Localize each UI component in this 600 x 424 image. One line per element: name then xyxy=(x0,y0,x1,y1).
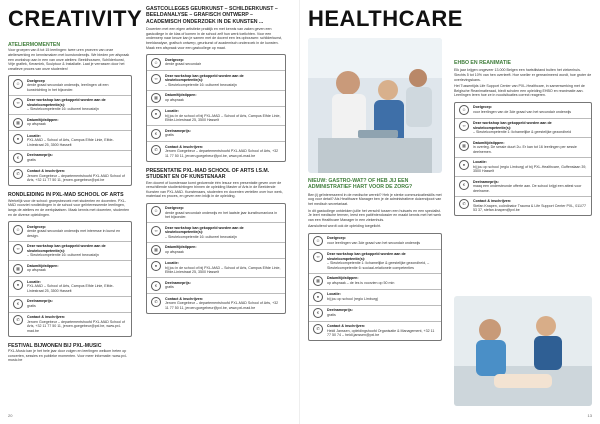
info-label: Doelgroep: xyxy=(473,105,492,110)
info-label: Contact & inschrijven: xyxy=(473,199,512,204)
left-col-2 xyxy=(146,6,286,314)
info-row xyxy=(147,55,285,71)
info-value: Stefan Knapen, coördinator Trauma & Life Support Center PXL, 011/77 53 37, stefan.knapen@pxl.be xyxy=(473,203,587,213)
info-value: op afspraak xyxy=(165,249,184,254)
section-body: Het Tussentijds Life Support Center van PXL-Healthcare, in samenwerking met de Belgische Reanimatieraad, biedt scholen een opleiding EHBO en reanimatie aan. Leerlingen leren hoe ze in noodsituaties correct reageren. xyxy=(454,84,585,98)
info-value: – Sleutelcompetentie 16: cultureel bewustzijn xyxy=(165,82,237,87)
info-label: Doelgroep xyxy=(27,78,45,83)
info-value: op afspraak – de les is voorzien op 50 min xyxy=(327,280,395,285)
right-col-2 xyxy=(454,60,592,216)
calendar-icon: ▦ xyxy=(459,141,469,151)
calendar-icon: ▦ xyxy=(13,264,23,274)
info-value: bij jou op school (regio Limburg) xyxy=(327,296,379,301)
info-value: gratis xyxy=(27,157,36,162)
calendar-icon: ▦ xyxy=(151,93,161,103)
info-row xyxy=(9,151,131,167)
info-value: in overleg. De sessie duurt 2u. Er kan tot 16 leerlingen per sessie deelnemen. xyxy=(473,145,577,154)
pin-icon: ● xyxy=(313,292,323,302)
info-value: gratis xyxy=(27,303,36,308)
info-text xyxy=(165,129,191,139)
info-row xyxy=(147,243,285,259)
right-col-1 xyxy=(308,6,463,32)
info-text xyxy=(165,261,281,275)
pin-icon: ● xyxy=(459,160,469,170)
info-value: derde graad secundair onderwijs en het laatste jaar kunsthumaniora in het bijzonder. xyxy=(165,210,278,220)
info-row xyxy=(309,290,441,306)
section-body: Ben jij geïnteresseerd in de medische wereld? Heb je sterke communicatieskills met oog voor detail? Als Healthcare Manager ben je de administratieve duizendpoot van het medisch secretariaat. xyxy=(308,192,442,206)
info-value: Jeroen Goegebeur – departementshoofd PXL-MAD School of Arts, +32 11 77 50 11, jeroen.goegebeur@pxl.be, www.pxl-mad.be xyxy=(165,149,279,158)
info-value: op afspraak xyxy=(165,97,184,102)
info-text xyxy=(165,58,201,68)
info-row xyxy=(147,91,285,107)
info-value: derde graad secundair onderwijs, leerlingen uit een kunstrichting in het bijzonder. xyxy=(27,83,109,92)
info-box xyxy=(146,54,286,162)
info-label: Datum/tijdstippen: xyxy=(165,245,197,250)
section-body: PXL-Music kan je het hele jaar door volgen en leerlingen welkom heten op concerten, sessies en publieke momenten. Voor meer informatie: www.pxl-music.be xyxy=(8,349,127,363)
info-box xyxy=(454,102,592,217)
info-label: Deze workshop kan gekoppeld worden aan de sleutelcompetentie(s): xyxy=(27,98,106,107)
link-icon: ∞ xyxy=(151,74,161,84)
info-text xyxy=(27,280,127,294)
info-label: Locatie: xyxy=(27,279,41,284)
info-row xyxy=(147,71,285,91)
info-row xyxy=(147,223,285,243)
info-label: Datum/tijdstippen: xyxy=(27,263,59,268)
info-text xyxy=(327,308,353,318)
left-col-1 xyxy=(8,6,143,363)
info-row xyxy=(147,107,285,127)
info-text xyxy=(327,292,378,302)
info-value: – Sleutelcompetentie 16: cultureel bewustzijn xyxy=(27,107,99,112)
info-row xyxy=(9,261,131,277)
info-row xyxy=(9,76,131,96)
info-box xyxy=(8,221,132,337)
link-icon: ∞ xyxy=(151,226,161,236)
info-label: Deelnameprijs: xyxy=(165,128,191,133)
info-label: Deze workshop kan gekoppeld worden aan de sleutelcompetentie(s): xyxy=(165,225,244,235)
info-text xyxy=(27,225,127,239)
info-text xyxy=(165,297,281,311)
section-body: Een docent of kunstenaar komt gedurende één lesuur een presentatie geven over de verschillende studierichtingen binnen de opleiding Master of Arts in de Beeldende Kunsten van PXL-MAD. Kunstenaars, studenten en docenten vertellen over hun werk, materiaal en proces, en geven een inkijk in de opleiding. xyxy=(146,180,283,199)
info-label: Contact & inschrijven: xyxy=(27,315,66,320)
info-label: Datum/tijdstippen: xyxy=(473,140,505,145)
info-label: Locatie: xyxy=(327,292,341,297)
section-title: ATELIERMOMENTEN xyxy=(8,42,61,48)
section-title: PRESENTATIE PXL-MAD SCHOOL OF ARTS I.S.M. STUDENT EN OF KUNSTENAAR xyxy=(146,167,270,181)
calendar-icon: ▦ xyxy=(13,118,23,128)
info-text xyxy=(165,281,191,291)
info-value: PXL-MAD – School of Arts, Campus Elfde Linie, Elfde-Liniestraat 25, 3500 Hasselt xyxy=(27,138,114,147)
right-col-1-article xyxy=(308,178,442,341)
pin-icon: ● xyxy=(13,280,23,290)
link-icon: ∞ xyxy=(313,252,323,262)
section-title: NIEUW: GASTRO-WAT? OF HEB JIJ EEN ADMINISTRATIEF HART VOOR DE ZORG? xyxy=(308,178,413,191)
phone-icon: ✆ xyxy=(13,169,23,179)
section-body: In dit gastcollege ontdekken jullie het verschil tussen een huisarts en een specialist. Je leert medische termen, leest een patiëntendossier en maakt kennis met het werk van een Healthcare Manager in een ziekenhuis. xyxy=(308,208,442,222)
info-label: Contact & inschrijven: xyxy=(165,144,204,149)
section-body: Aansluitend wordt ook de opleiding toegelicht. xyxy=(308,224,382,229)
euro-icon: € xyxy=(151,281,161,291)
euro-icon: € xyxy=(459,180,469,190)
info-value: voor leerlingen van de 3de graad van het secundair onderwijs xyxy=(473,109,572,114)
info-value: – Sleutelcompetentie 16: cultureel bewustzijn xyxy=(27,253,99,258)
info-label: Deelnameprijs: xyxy=(327,308,353,313)
section-body: Voor groepen van 8 tot 15 leerlingen: twee uren proeven van onze atelierwerking en kennismaken met kunstonderwijs. We bieden per afspraak een workshop aan in een van onze ateliers: Beeldhouwen, Schilderkunst, Vrije grafiek, Keramiek, Sculptuur & Installatie. Laat je verrassen door het creatieve proces van onze studenten! xyxy=(8,48,130,71)
healthcare-photo-image xyxy=(308,38,442,173)
info-text xyxy=(27,315,127,333)
info-row xyxy=(9,242,131,262)
info-row xyxy=(147,259,285,279)
info-text xyxy=(473,180,587,194)
info-row xyxy=(309,234,441,250)
info-value: – Sleutelcompetentie 1: lichamelijke & geestelijke gezondheid, – Sleutelcompetentie 6: sociaal-relationele competenties xyxy=(327,261,430,270)
info-text xyxy=(27,153,53,163)
info-text xyxy=(27,79,127,93)
info-text xyxy=(27,118,59,128)
info-value: op afspraak xyxy=(27,122,46,127)
info-value: Jeroen Goegebeur – departementshoofd PXL-MAD School of Arts, +32 11 77 50 11, jeroen.goegebeur@pxl.be, www.pxl-mad.be xyxy=(27,319,125,333)
info-row xyxy=(9,313,131,336)
info-label: Datum/tijdstippen: xyxy=(327,276,359,281)
info-value: Heidi Janssen, opleidingshoofd Organisatie & Management, +32 11 77 50 74 – heidi.janssen@pxl.be xyxy=(327,328,435,338)
info-value: – Sleutelcompetentie 16: cultureel bewustzijn xyxy=(165,234,237,239)
calendar-icon: ▦ xyxy=(151,245,161,255)
info-text xyxy=(27,98,127,112)
info-label: Locatie: xyxy=(165,109,179,114)
info-value: op afspraak xyxy=(27,268,46,273)
calendar-icon: ▦ xyxy=(313,276,323,286)
phone-icon: ✆ xyxy=(151,297,161,307)
info-text xyxy=(327,324,437,338)
info-text xyxy=(473,121,587,135)
phone-icon: ✆ xyxy=(313,324,323,334)
info-value: – Sleutelcompetentie 1: lichamelijke & geestelijke gezondheid xyxy=(473,130,572,135)
info-label: Contact & inschrijven: xyxy=(27,169,66,174)
info-row xyxy=(309,274,441,290)
info-box xyxy=(146,203,286,314)
info-text xyxy=(473,141,587,155)
page-title-creativity: CREATIVITY xyxy=(8,6,143,31)
users-icon: ☺ xyxy=(151,58,161,68)
euro-icon: € xyxy=(313,308,323,318)
info-text xyxy=(165,245,197,255)
euro-icon: € xyxy=(13,299,23,309)
info-text xyxy=(165,226,281,240)
pin-icon: ● xyxy=(151,261,161,271)
info-label: Contact & inschrijven: xyxy=(327,324,366,329)
info-text xyxy=(27,134,127,148)
info-row xyxy=(309,306,441,322)
info-label: Doelgroep: xyxy=(165,57,184,62)
info-value: gratis xyxy=(165,133,174,138)
info-text xyxy=(165,109,281,123)
info-value: bij jou in de school of bij PXL-MAD – School of Arts, Campus Elfde Linie, Elfde-Liniestraat 25, 3500 Hasselt xyxy=(165,113,281,123)
info-text xyxy=(27,299,53,309)
page-title-healthcare: HEALTHCARE xyxy=(308,6,463,31)
info-label: Contact & inschrijven: xyxy=(165,296,204,301)
info-value: bij jou op school (regio Limburg) of bij PXL-Healthcare, Guffenslaan 39, 3500 Hasselt xyxy=(473,164,587,174)
link-icon: ∞ xyxy=(13,98,23,108)
cpr-photo-image xyxy=(454,296,592,406)
info-label: Deze workshop kan gekoppeld worden aan de sleutelcompetentie(s): xyxy=(165,73,244,83)
info-text xyxy=(327,252,437,270)
info-box xyxy=(8,75,132,186)
info-text xyxy=(165,206,281,220)
info-label: Deelnameprijs: xyxy=(27,153,53,158)
info-text xyxy=(473,199,587,213)
users-icon: ☺ xyxy=(13,225,23,235)
info-row xyxy=(455,138,591,158)
section-body: Werkelijk voor de school: groepsbezoek met studenten en docenten. PXL-MAD voorziet rondleidingen in de school voor geïnteresseerde leerlingen, langs de ateliers en de werkplaatsen. Maak kennis met docenten, studenten en de diverse opleidingen. xyxy=(8,198,130,217)
link-icon: ∞ xyxy=(13,244,23,254)
info-row xyxy=(455,197,591,216)
pin-icon: ● xyxy=(151,109,161,119)
cpr-photo xyxy=(454,296,592,406)
euro-icon: € xyxy=(151,129,161,139)
info-row xyxy=(9,131,131,151)
info-row xyxy=(147,142,285,161)
phone-icon: ✆ xyxy=(151,145,161,155)
info-label: Deelnameprijs: xyxy=(165,280,191,285)
info-row xyxy=(147,294,285,313)
info-value: Jeroen Goegebeur – departementshoofd PXL-MAD School of Arts, +32 11 77 50 11, jeroen.goegebeur@pxl.be, www.pxl-mad.be xyxy=(165,301,279,310)
info-label: Locatie: xyxy=(27,133,41,138)
section-title: EHBO EN REANIMATIE xyxy=(454,60,511,66)
page-number: 13 xyxy=(587,413,592,418)
info-label: Datum/tijdstippen: xyxy=(27,117,59,122)
info-value: derde graad secundair onderwijs met interesse in kunst en design. xyxy=(27,229,121,238)
page-gutter xyxy=(299,0,300,424)
info-text xyxy=(27,169,127,183)
info-row xyxy=(9,222,131,242)
info-row xyxy=(147,278,285,294)
info-row xyxy=(309,250,441,274)
section-body: Docenten met een eigen artistieke praktijk en met kennis van zaken geven een gastcollege in de klas of komen in de school zelf hun werk toelichten. Voor een onderwerp naar keuze kan je samen met de docent een les opbouwen: schilderkunst, beeldanalyse, grafisch ontwerp, geurkunst of academisch onderzoek in de kunsten. Maak een afspraak voor een gastcollege op maat. xyxy=(146,27,283,50)
section-title: GASTCOLLEGES GEURKUNST – SCHILDERKUNST – BEELDANALYSE – GRAFISCH ONTWERP – ACADEMISCH ONDERZOEK IN DE KUNSTEN ... xyxy=(146,6,278,25)
info-row xyxy=(9,297,131,313)
info-row xyxy=(147,204,285,224)
users-icon: ☺ xyxy=(459,105,469,115)
info-text xyxy=(165,145,281,159)
info-row xyxy=(455,177,591,197)
info-label: Deelnameprijs: xyxy=(473,179,499,184)
info-text xyxy=(327,276,394,286)
info-text xyxy=(27,244,127,258)
info-row xyxy=(455,103,591,119)
page-number: 20 xyxy=(8,413,13,418)
info-value: bij jou in de school of bij PXL-MAD – School of Arts, Campus Elfde Linie, Elfde-Liniestraat 25, 3500 Hasselt xyxy=(165,265,281,275)
info-row xyxy=(309,322,441,341)
section-body: Elk jaar krijgen ongeveer 13.000 Belgen een hartstilstand buiten het ziekenhuis. Slechts 5 tot 10% van hen overleeft. Hoe sneller er gereanimeerd wordt, hoe groter de overlevingskans. xyxy=(454,68,592,82)
info-text xyxy=(327,236,420,246)
info-value: PXL-MAD – School of Arts, Campus Elfde Linie, Elfde-Liniestraat 25, 3500 Hasselt xyxy=(27,284,114,293)
healthcare-photo xyxy=(308,38,442,173)
info-row xyxy=(9,167,131,186)
info-label: Locatie: xyxy=(473,160,487,165)
info-value: gratis xyxy=(165,285,174,290)
info-row xyxy=(147,126,285,142)
info-label: Deelnameprijs: xyxy=(27,299,53,304)
users-icon: ☺ xyxy=(151,206,161,216)
section-title: FESTIVAL BIJWONEN BIJ PXL-MUSIC xyxy=(8,342,102,349)
link-icon: ∞ xyxy=(459,121,469,131)
info-value: derde graad secundair xyxy=(165,62,201,67)
info-label: Locatie: xyxy=(165,261,179,266)
info-label: Doelgroep: xyxy=(165,206,184,211)
info-label: Deze workshop kan gekoppeld worden aan de sleutelcompetentie(s): xyxy=(327,252,406,261)
info-value: voor leerlingen van 3de graad van het secundair onderwijs xyxy=(327,240,421,245)
info-text xyxy=(165,93,197,103)
euro-icon: € xyxy=(13,153,23,163)
info-text xyxy=(165,74,281,88)
info-text xyxy=(27,264,59,274)
info-value: maaq een ondersteunde offerte aan. De school krijgt een attest voor deelname. xyxy=(473,184,582,193)
users-icon: ☺ xyxy=(313,236,323,246)
users-icon: ☺ xyxy=(13,79,23,89)
info-value: Jeroen Goegebeur – departementshoofd PXL-MAD School of Arts, +32 11 77 50 11, jeroen.goegebeur@pxl.be xyxy=(27,173,125,183)
info-row xyxy=(9,277,131,297)
info-row xyxy=(9,115,131,131)
info-text xyxy=(473,105,571,115)
phone-icon: ✆ xyxy=(459,199,469,209)
info-label: Deze workshop kan gekoppeld worden aan de sleutelcompetentie(s): xyxy=(473,121,552,130)
info-label: Deze workshop kan gekoppeld worden aan de sleutelcompetentie(s): xyxy=(27,244,106,253)
info-label: Doelgroep: xyxy=(27,224,46,229)
pin-icon: ● xyxy=(13,134,23,144)
section-title: RONDLEIDING IN PXL-MAD SCHOOL OF ARTS xyxy=(8,192,124,199)
info-value: gratis xyxy=(327,312,336,317)
info-label: Datum/tijdstippen: xyxy=(165,93,197,98)
info-row xyxy=(455,119,591,139)
phone-icon: ✆ xyxy=(13,315,23,325)
info-row xyxy=(455,158,591,178)
info-box xyxy=(308,233,442,342)
info-row xyxy=(9,96,131,116)
info-text xyxy=(473,160,587,174)
info-label: Doelgroep: xyxy=(327,236,346,241)
